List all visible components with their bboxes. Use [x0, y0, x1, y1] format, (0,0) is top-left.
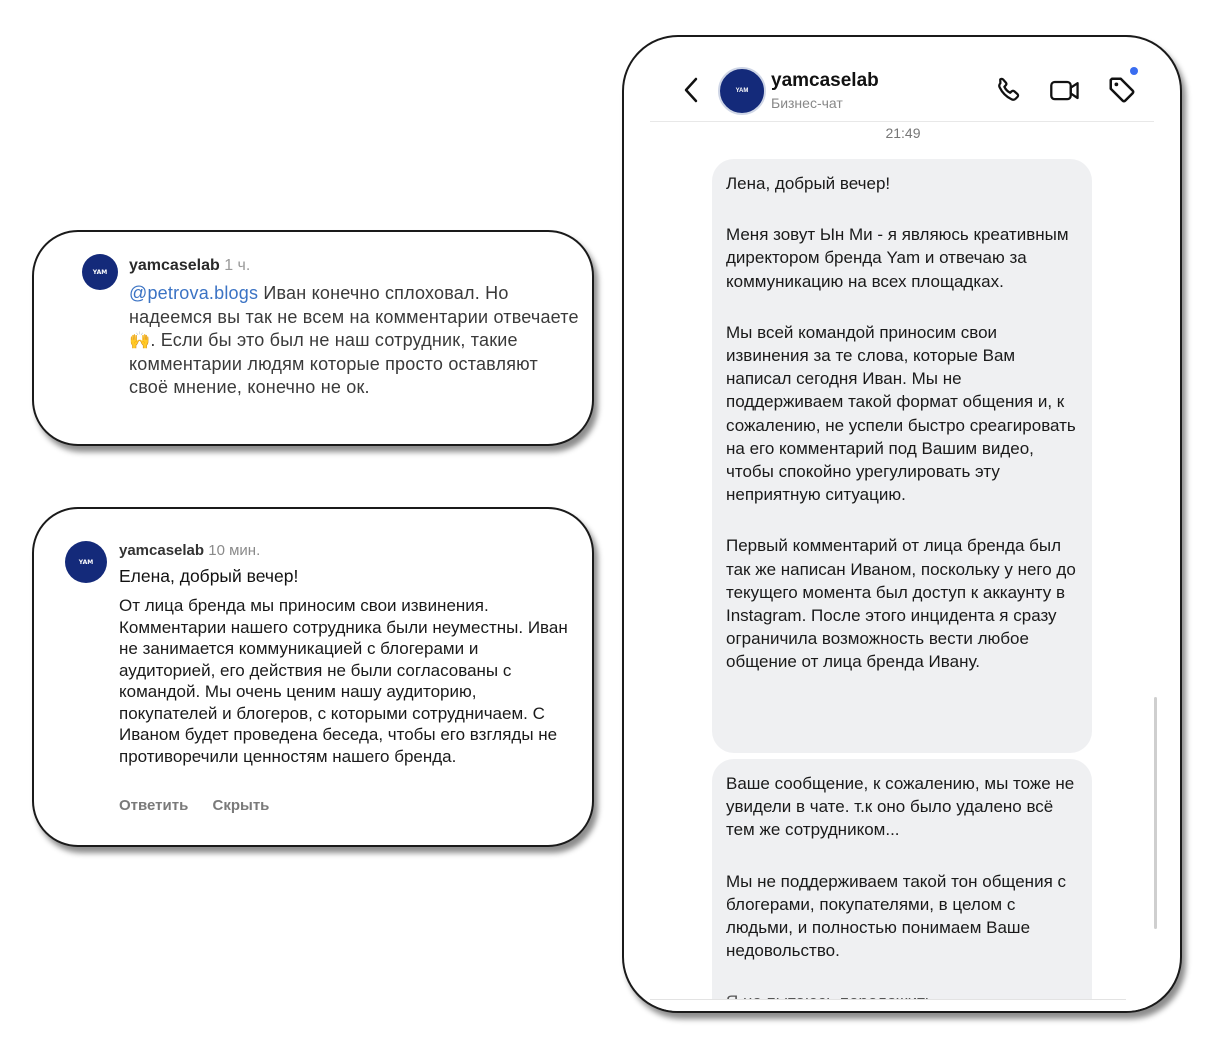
composer-area: [624, 1000, 1180, 1011]
comment-header: [119, 542, 260, 559]
scrollbar[interactable]: [1154, 697, 1157, 929]
comment-username[interactable]: yamcaselab: [129, 257, 220, 274]
chat-avatar[interactable]: YAM: [718, 67, 766, 115]
phone-icon[interactable]: [994, 75, 1024, 105]
message-paragraph: Первый комментарий от лица бренда был так же написан Иваном, поскольку у него до текущего момента был доступ к аккаунту в Instagram. После этого инцидента я сразу ограничила возможность вести любое общение от лица бренда Ивану.: [726, 536, 1076, 672]
message-bubble[interactable]: [712, 759, 1092, 1013]
hide-button[interactable]: Скрыть: [212, 797, 270, 814]
back-arrow-icon[interactable]: [682, 75, 700, 105]
notification-dot: [1130, 67, 1138, 75]
chat-subtitle: Бизнес-чат: [771, 95, 843, 111]
mention-link[interactable]: @petrova.blogs: [129, 283, 259, 303]
avatar[interactable]: YAM: [82, 254, 118, 290]
comment-time: 1 ч.: [224, 257, 251, 274]
chat-name[interactable]: yamcaselab: [771, 70, 879, 91]
message-timestamp: 21:49: [885, 125, 921, 141]
comment-text: От лица бренда мы приносим свои извинения. Комментарии нашего сотрудника были неуместны. Иван не занимается коммуникацией с блогерами и аудиторией, его действия не были согласованы с командой. Мы очень ценим нашу аудиторию, покупателей и блогеров, с которыми сотрудничаем. С Иваном будет проведена беседа, чтобы его взгляды не противоречили ценностям нашего бренда.: [119, 596, 568, 766]
message-paragraph: Мы всей командой приносим свои извинения за те слова, которые Вам написал сегодня Иван. Мы не поддерживаем такой формат общения и, к сожалению, не успели быстро среагировать на его комментарий под Вашим видео, чтобы спокойно урегулировать эту неприятную ситуацию.: [726, 322, 1076, 505]
reply-button[interactable]: Ответить: [119, 797, 189, 814]
comment-username[interactable]: yamcaselab: [119, 542, 205, 559]
raising-hands-emoji-icon: 🙌: [129, 331, 151, 350]
comment-text-part1: Иван конечно сплоховал. Но надеемся вы так не всем на комментарии отвечаете: [129, 283, 579, 327]
comment-time: 10 мин.: [208, 542, 261, 559]
comment-card-1: [32, 230, 594, 446]
message-bubble[interactable]: [712, 159, 1092, 753]
comment-text-part2: . Если бы это был не наш сотрудник, такие комментарии людям которые просто оставляют своё мнение, конечно не ок.: [129, 330, 538, 397]
message-paragraph: Лена, добрый вечер!: [726, 174, 891, 193]
message-paragraph: Меня зовут Ын Ми - я являюсь креативным директором бренда Yam и отвечаю за коммуникацию на всех площадках.: [726, 225, 1069, 291]
comment-text: [129, 282, 579, 400]
tag-icon[interactable]: [1107, 75, 1137, 105]
comment-greeting: Елена, добрый вечер!: [119, 566, 299, 586]
message-paragraph: Мы не поддерживаем такой тон общения с блогерами, покупателями, в целом с людьми, и полностью понимаем Ваше недовольство.: [726, 871, 1066, 961]
avatar[interactable]: YAM: [65, 541, 107, 583]
video-icon[interactable]: [1049, 75, 1081, 105]
header-divider: [650, 121, 1154, 122]
comment-actions: [119, 797, 289, 814]
chat-screen: [622, 35, 1182, 1013]
comment-card-2: [32, 507, 594, 847]
comment-header: [129, 257, 250, 275]
message-paragraph: Ваше сообщение, к сожалению, мы тоже не увидели в чате. т.к оно было удалено всё тем же сотрудником...: [726, 774, 1075, 840]
